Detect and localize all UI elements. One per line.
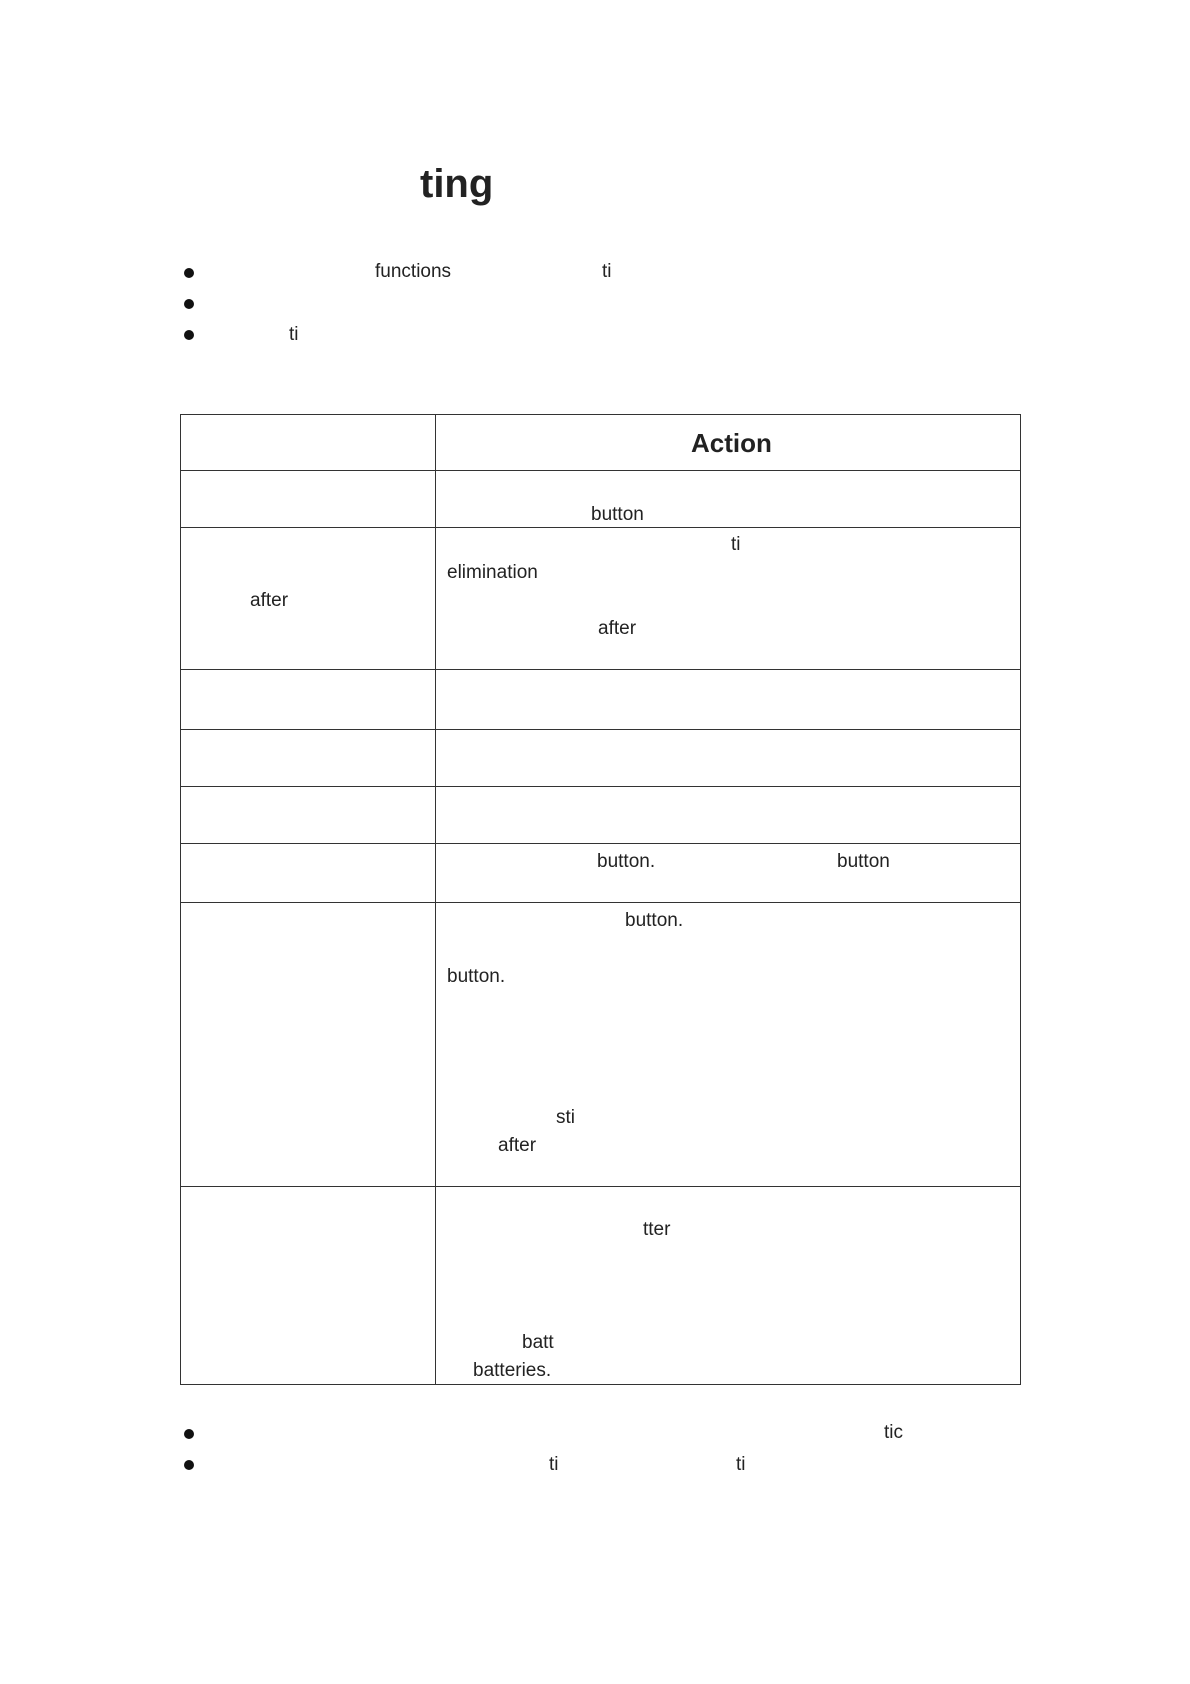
table-border [1020,414,1021,1384]
table-border [180,414,181,1384]
table-cell-fragment: batt [522,1332,554,1353]
table-cell-fragment: after [598,618,637,639]
table-cell-fragment: button. [625,910,684,931]
bullet-dot [184,1429,194,1439]
bullet-dot [184,330,194,340]
table-cell-fragment: button. [597,851,656,872]
footer-bullet-2-fragment: ti [736,1454,746,1475]
table-border [180,1384,1021,1385]
intro-bullet-1-fragment: functions [375,261,452,282]
table-row-divider [180,1186,1021,1187]
table-cell-fragment: after [498,1135,537,1156]
table-cell-fragment: elimination [447,562,538,583]
table-cell-fragment: sti [556,1107,575,1128]
page-title: ting [420,162,494,206]
table-cell-fragment: ti [731,534,741,555]
bullet-dot [184,299,194,309]
table-row-divider [180,527,1021,528]
bullet-dot [184,268,194,278]
intro-bullet-3-fragment: ti [289,324,299,345]
footer-bullet-1-fragment: tic [884,1422,903,1443]
table-cell-fragment: tter [643,1219,671,1240]
table-row-divider [180,843,1021,844]
table-row-divider [180,786,1021,787]
table-header-action: Action [691,428,772,458]
table-column-divider [435,414,436,1384]
table-row-divider [180,669,1021,670]
table-row-divider [180,729,1021,730]
footer-bullet-2-fragment: ti [549,1454,559,1475]
table-cell-fragment: after [250,590,289,611]
table-row-divider [180,902,1021,903]
table-cell-fragment: button [591,504,644,525]
table-cell-fragment: button [837,851,890,872]
intro-bullet-1-fragment: ti [602,261,612,282]
table-cell-fragment: batteries. [473,1360,552,1381]
table-row-divider [180,470,1021,471]
table-cell-fragment: button. [447,966,506,987]
table-border [180,414,1021,415]
bullet-dot [184,1460,194,1470]
